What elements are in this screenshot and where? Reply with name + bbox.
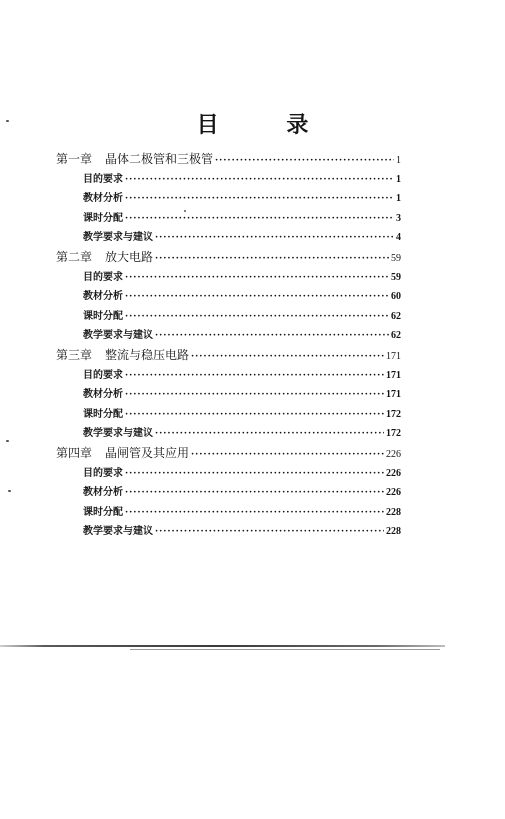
toc-section [56, 483, 401, 503]
toc-section [56, 228, 401, 248]
page-number: 1 [396, 155, 401, 166]
chapter-number: 第二章 [56, 249, 93, 264]
chapter-title: 整流与稳压电路 [105, 347, 190, 362]
scan-rule-line [0, 645, 445, 647]
section-title: 目的要求 [83, 369, 123, 381]
dot-leader [155, 233, 394, 243]
page-number: 171 [386, 389, 401, 401]
page-title: 目 录 [196, 113, 339, 138]
toc-section [56, 424, 401, 444]
page-number: 226 [386, 448, 401, 460]
page-number: 60 [391, 291, 401, 303]
toc-section [56, 209, 401, 229]
chapter-title: 放大电路 [105, 249, 154, 264]
toc-chapter-2 [56, 248, 401, 268]
section-title: 课时分配 [83, 212, 123, 224]
toc-section [56, 287, 401, 307]
page-number: 226 [386, 487, 401, 499]
table-of-contents [56, 150, 401, 542]
section-title: 教学要求与建议 [83, 232, 153, 244]
page-number: 172 [386, 408, 401, 420]
dot-leader [125, 390, 384, 400]
page-number: 62 [391, 330, 401, 342]
section-title: 课时分配 [83, 408, 123, 420]
dot-leader [125, 469, 384, 479]
page-number: 59 [391, 252, 401, 264]
section-title: 目的要求 [83, 271, 123, 283]
toc-section [56, 366, 401, 386]
toc-section [56, 307, 401, 327]
dot-leader [155, 429, 384, 439]
chapter-title: 晶闸管及其应用 [105, 445, 190, 460]
dot-leader [191, 352, 384, 362]
page-number: 62 [391, 310, 401, 322]
dot-leader [215, 156, 394, 166]
scan-speck [184, 210, 186, 212]
dot-leader [125, 371, 384, 381]
dot-leader [155, 254, 389, 264]
page-number: 172 [386, 428, 401, 440]
dot-leader [125, 508, 384, 518]
dot-leader [125, 410, 384, 420]
section-title: 教学要求与建议 [83, 526, 153, 538]
page-number: 228 [386, 526, 401, 538]
section-title: 教学要求与建议 [83, 428, 153, 440]
section-title: 教材分析 [83, 193, 123, 205]
page-number: 1 [396, 173, 401, 185]
dot-leader [125, 312, 389, 322]
dot-leader [125, 273, 389, 283]
chapter-number: 第三章 [56, 347, 93, 362]
page-number: 228 [386, 506, 401, 518]
page-number: 171 [386, 350, 401, 362]
toc-section [56, 464, 401, 484]
page-number: 171 [386, 369, 401, 381]
section-title: 目的要求 [83, 173, 123, 185]
page-number: 1 [396, 193, 401, 205]
section-title: 课时分配 [83, 506, 123, 518]
section-title: 教学要求与建议 [83, 330, 153, 342]
section-title: 目的要求 [83, 467, 123, 479]
dot-leader [125, 488, 384, 498]
toc-chapter-1 [56, 150, 401, 170]
page-number: 4 [396, 232, 401, 244]
dot-leader [125, 175, 394, 185]
dot-leader [125, 292, 389, 302]
page-number: 226 [386, 467, 401, 479]
scan-speck [8, 490, 11, 492]
toc-chapter-4 [56, 444, 401, 464]
scan-rule-line [130, 649, 440, 650]
scan-speck [6, 120, 9, 122]
dot-leader [155, 527, 384, 537]
section-title: 教材分析 [83, 487, 123, 499]
section-title: 教材分析 [83, 389, 123, 401]
chapter-number: 第一章 [56, 152, 93, 166]
dot-leader [191, 450, 384, 460]
section-title: 教材分析 [83, 291, 123, 303]
toc-chapter-3 [56, 346, 401, 366]
toc-section [56, 189, 401, 209]
toc-section [56, 503, 401, 523]
dot-leader [125, 214, 394, 224]
toc-section [56, 522, 401, 542]
page-number: 3 [396, 212, 401, 224]
dot-leader [125, 194, 394, 204]
scan-speck [6, 440, 9, 442]
section-title: 课时分配 [83, 310, 123, 322]
toc-section [56, 405, 401, 425]
toc-section [56, 385, 401, 405]
chapter-title: 晶体二极管和三极管 [105, 152, 214, 166]
chapter-number: 第四章 [56, 445, 93, 460]
dot-leader [155, 331, 389, 341]
toc-section [56, 268, 401, 288]
page-number: 59 [391, 271, 401, 283]
toc-section [56, 326, 401, 346]
toc-section [56, 170, 401, 190]
